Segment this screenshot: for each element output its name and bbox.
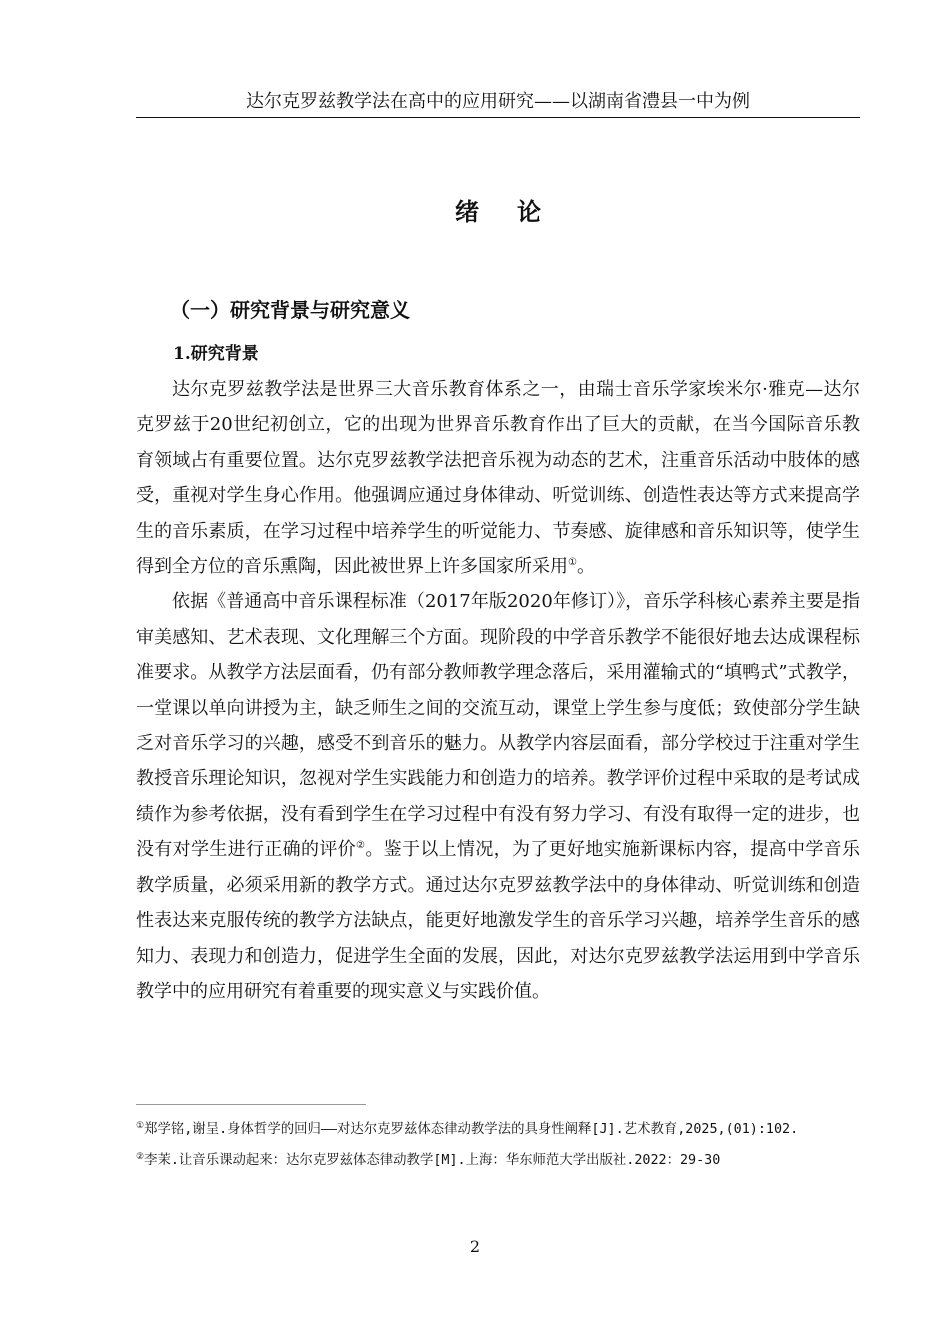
paragraph-text: 达尔克罗兹教学法是世界三大音乐教育体系之一，由瑞士音乐学家埃米尔·雅克—达尔克罗兹于20世纪初创立，它的出现为世界音乐教育作出了巨大的贡献，在当今国际音乐教育领域占有重要位置。达尔克罗兹教学法把音乐视为动态的艺术，注重音乐活动中肢体的感受，重视对学生身心作用。他强调应通过身体律动、听觉训练、创造性表达等方式来提高学生的音乐素质，在学习过程中培养学生的听觉能力、节奏感、旋律感和音乐知识等，使学生得到全方位的音乐熏陶，因此被世界上许多国家所采用 bbox=[136, 379, 860, 578]
footnote bbox=[136, 1148, 860, 1173]
paragraph bbox=[136, 584, 860, 1009]
paragraph bbox=[136, 372, 860, 584]
paragraph-text: 依据《普通高中音乐课程标准（2017年版2020年修订）》，音乐学科核心素养主要是指审美感知、艺术表现、文化理解三个方面。现阶段的中学音乐教学不能很好地去达成课程标准要求。从教学方法层面看，仍有部分教师教学理念落后，采用灌输式的“填鸭式”式教学，一堂课以单向讲授为主，缺乏师生之间的交流互动，课堂上学生参与度低；致使部分学生缺乏对音乐学习的兴趣，感受不到音乐的魅力。从教学内容层面看，部分学校过于注重对学生教授音乐理论知识，忽视对学生实践能力和创造力的培养。教学评价过程中采取的是考试成绩作为参考依据，没有看到学生在学习过程中有没有努力学习、有没有取得一定的进步，也没有对学生进行正确的评价 bbox=[136, 591, 860, 861]
section-heading: （一）研究背景与研究意义 bbox=[170, 298, 410, 322]
body-text bbox=[136, 372, 860, 1009]
chapter-title: 绪论 bbox=[455, 197, 579, 226]
footnote-text: 李茉.让音乐课动起来：达尔克罗兹体态律动教学[M].上海：华东师范大学出版社.2022：29-30 bbox=[144, 1153, 721, 1168]
footnote bbox=[136, 1117, 860, 1142]
footnote-ref[interactable]: ① bbox=[568, 557, 577, 569]
paragraph-text-tail: 。鉴于以上情况，为了更好地实施新课标内容，提高中学音乐教学质量，必须采用新的教学方式。通过达尔克罗兹教学法中的身体律动、听觉训练和创造性表达来克服传统的教学方法缺点，能更好地激发学生的音乐学习兴趣，培养学生音乐的感知力、表现力和创造力，促进学生全面的发展，因此，对达尔克罗兹教学法运用到中学音乐教学中的应用研究有着重要的现实意义与实践价值。 bbox=[136, 839, 861, 1002]
header-rule bbox=[136, 117, 860, 118]
footnote-ref[interactable]: ② bbox=[356, 840, 366, 852]
paragraph-text-tail: 。 bbox=[576, 556, 595, 578]
footnote-text: 郑学铭,谢呈.身体哲学的回归——对达尔克罗兹体态律动教学法的具身性阐释[J].艺术教育,2025,(01):102. bbox=[144, 1122, 799, 1137]
subsection-heading: 1.研究背景 bbox=[173, 344, 259, 364]
footnotes bbox=[136, 1117, 860, 1179]
footnote-separator bbox=[136, 1104, 366, 1105]
running-head: 达尔克罗兹教学法在高中的应用研究——以湖南省澧县一中为例 bbox=[246, 91, 750, 112]
page-number: 2 bbox=[469, 1237, 481, 1256]
footnote-mark: ① bbox=[136, 1121, 145, 1131]
footnote-mark: ② bbox=[136, 1152, 145, 1162]
